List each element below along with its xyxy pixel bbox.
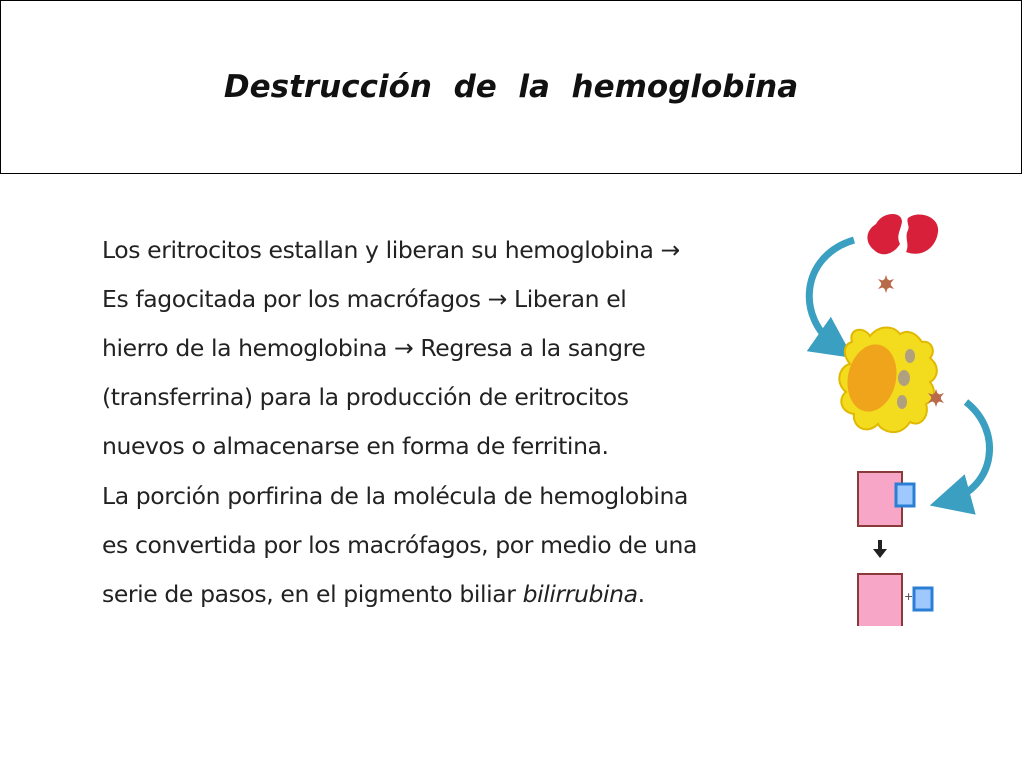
vesicle [905,349,915,363]
heme-pigment-square-icon [858,472,914,526]
ruptured-erythrocyte-icon [867,214,938,254]
paragraph-iron-recycling [102,226,762,471]
down-arrow-head [873,549,887,558]
curved-arrow-icon [809,240,854,346]
text-line: Es fagocitada por los macrófagos → Liberan el [102,285,627,313]
bilirubin-term: bilirrubina [522,580,638,608]
iron-star-rays [878,275,894,293]
text-line: La porción porfirina de la molécula de hemoglobina [102,482,689,510]
title-box [0,0,1022,174]
text-line: es convertida por los macrófagos, por medio de una [102,531,697,559]
text-line: Los eritrocitos estallan y liberan su hemoglobina → [102,236,680,264]
down-arrow-icon [873,540,887,558]
text-line [102,570,762,619]
body-text [102,226,762,619]
paragraph-porphyrin-conversion [102,472,762,619]
blue-square [914,588,932,610]
iron-star-icon [878,275,894,293]
vesicle [897,395,907,409]
content-area [0,186,1024,656]
macrophage-icon [839,328,936,433]
pink-square [858,574,902,626]
vesicle [898,370,910,386]
erythrocyte-left-half [867,214,902,254]
text-segment: . [637,580,645,608]
hemoglobin-breakdown-diagram [790,206,1010,626]
curved-arrow-icon [950,402,990,500]
text-line: nuevos o almacenarse en forma de ferritina. [102,432,609,460]
text-line: hierro de la hemoglobina → Regresa a la sangre [102,334,646,362]
erythrocyte-right-half [906,214,938,253]
plus-sign: + [904,590,914,603]
text-segment: serie de pasos, en el pigmento biliar [102,580,523,608]
bilirubin-square-icon [858,574,932,626]
text-line: (transferrina) para la producción de eritrocitos [102,383,629,411]
blue-square [896,484,914,506]
down-arrow-shaft [878,540,882,550]
slide-title: Destrucción de la hemoglobina [223,69,799,105]
